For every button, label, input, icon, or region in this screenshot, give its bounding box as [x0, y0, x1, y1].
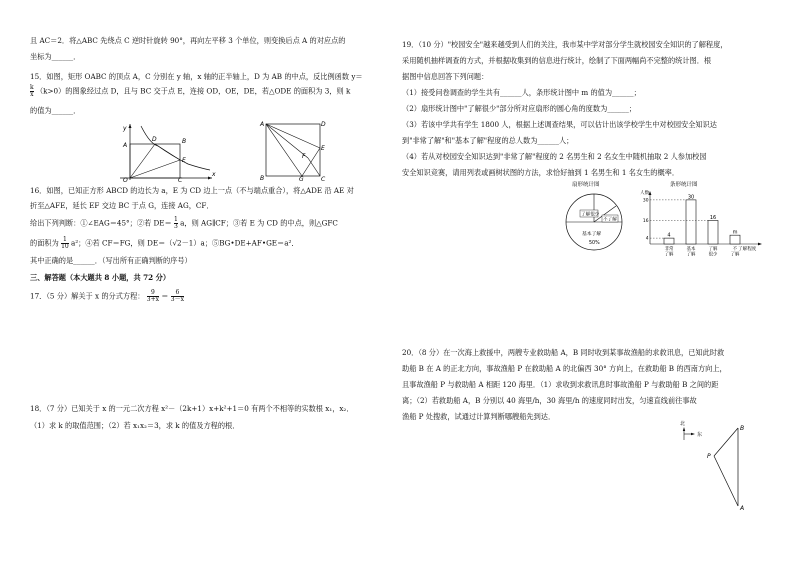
bar-category-label-3-0: 不 [732, 247, 738, 252]
bar-ytick-1: 16 [642, 219, 649, 225]
q14-tail-line-2: 坐标为______． [30, 52, 81, 61]
fig15-label-B: B [182, 138, 187, 145]
compass-north-label: 北 [680, 421, 686, 427]
bar-value-label-0: 4 [667, 232, 671, 239]
q17-line: 17．（5 分）解关于 x 的分式方程： $\frac{9}{3+x}$ ＝ $\frac{6}{3-x}$ [30, 289, 184, 303]
section-3-heading: 三、解答题（本大题共 8 小题，共 72 分） [30, 273, 171, 282]
bar-value-label-3: m [732, 229, 738, 236]
q19-sub-2: （2）扇形统计图中"了解很少"部分所对应扇形的圆心角的度数为______； [402, 104, 637, 113]
fig15-label-y: y [123, 125, 127, 132]
q20-line-1: 20．（8 分）在一次海上救援中，两艘专业救助船 A，B 同时收到某事故渔船的求救讯息，已知此时救 [402, 348, 725, 357]
q18-line-2: （1）求 k 的取值范围；（2）若 x₁x₂＝3，求 k 的值及方程的根． [30, 421, 240, 430]
q15-line-1: 15．如图，矩形 OABC 的顶点 A，C 分别在 y 轴，x 轴的正半轴上，D 为 AB 的中点，反比例函数 y＝ [30, 72, 363, 81]
q19-sub-4b: 安全知识竞赛，请用列表或画树状图的方法，求恰好抽到 1 名男生和 1 名女生的概率． [402, 168, 680, 177]
q16-line-4: 的面积为 $\frac{1}{10}$ a²；④若 CF＝FG，则 DE＝（√2－1）a；⑤BG•DE+AF•GE＝a²． [30, 236, 299, 250]
fig16-label-A: A [260, 121, 265, 128]
q15-line-2: $\frac{k}{x}$ （k>0）的图象经过点 D，且与 BC 交于点 E，连接 OD，OE，DE，若△ODE 的面积为 3，则 k [30, 84, 351, 98]
q19-sub-3a: （3）若该中学共有学生 1800 人，根据上述调查结果，可以估计出该学校学生中对校园安全知识达 [402, 120, 717, 129]
q15-fraction: $\frac{k}{x}$ [30, 84, 34, 98]
q15-line-3: 的值为______． [30, 106, 81, 115]
east-arrow-icon [691, 433, 695, 435]
q19-line-2: 采用随机抽样调查的方式，并根据收集到的信息进行统计，绘制了下面两幅尚不完整的统计图．根 [402, 56, 712, 65]
bar-value-label-2: 16 [709, 214, 717, 221]
pie-label-none: 不了解 [603, 217, 617, 223]
fig20-label-B: B [740, 425, 745, 432]
bar-ylabel: 人数 [640, 191, 650, 196]
bar-category-label-0-0: 非常 [664, 247, 674, 252]
pie-label-basic-pct: 50% [589, 241, 600, 246]
q17-fraction-2: $\frac{6}{3-x}$ [170, 289, 184, 303]
q20-line-4: 离；（2）若救助船 A，B 分别以 40 海里/h，30 海里/h 的速度同时出发，匀速直线前往事故 [402, 396, 697, 405]
fig15-label-E: E [182, 157, 186, 164]
bar-title: 条形统计图 [670, 182, 698, 188]
bar-2 [708, 220, 718, 244]
fig16-label-E: E [321, 145, 325, 152]
bar-value-label-1: 30 [687, 194, 695, 201]
bar-ytick-2: 4 [645, 236, 649, 242]
fig20-label-A: A [740, 505, 745, 512]
bar-category-label-2-1: 很少 [708, 252, 718, 258]
q19-line-3: 据图中信息回答下列问题： [402, 72, 489, 81]
q17-fraction-1: $\frac{9}{3+x}$ [146, 289, 159, 303]
bar-1 [686, 200, 696, 244]
bar-category-label-1-1: 了解 [686, 252, 696, 258]
fig15-label-x: x [212, 171, 216, 178]
q16-line-2: 折至△AFE，延长 EF 交边 BC 于点 G，连接 AG，CF． [30, 201, 214, 210]
bar-category-label-3-1: 了解 [730, 252, 740, 258]
bar-category-label-1-0: 基本 [686, 247, 696, 252]
q18-line-1: 18．（7 分）已知关于 x 的一元二次方程 x²－（2k+1）x+k²+1＝0 有两个不相等的实数根 x₁，x₂． [30, 404, 354, 413]
bar-category-label-2-0: 了解 [708, 247, 718, 252]
fig16-label-D: D [321, 121, 326, 128]
fig20-label-P: P [707, 453, 711, 460]
bar-ytick-0: 30 [642, 198, 649, 204]
q20-line-3: 且事故渔船 P 与救助船 A 相距 120 海里．（1）求收到求救讯息时事故渔船 P 与救助船 B 之间的距 [402, 380, 719, 389]
q19-line-1: 19．（10 分）"校园安全"越来越受到人们的关注，我市某中学对部分学生就校园安全知识的了解程度， [402, 40, 728, 49]
bar-category-label-0-1: 了解 [664, 252, 674, 258]
q20-line-5: 渔船 P 处搜救，试通过计算判断哪艘船先到达． [402, 412, 556, 421]
bar-3 [730, 235, 740, 244]
pie-chart [560, 180, 632, 260]
q15-figure [110, 120, 220, 182]
pie-label-basic: 基本了解 [582, 232, 602, 237]
fig16-label-B: B [260, 175, 265, 182]
q16-line-3: 给出下列判断：①∠EAG＝45°；②若 DE＝ $\frac{1}{3}$ a，则 AG∥CF；③若 E 为 CD 的中点，则△GFC [30, 216, 338, 230]
fig15-label-C: C [178, 177, 183, 182]
q14-tail-line-1: 且 AC＝2．将△ABC 先绕点 C 逆时针旋转 90°，再向左平移 3 个单位，则变换后点 A 的对应点的 [30, 36, 346, 45]
fig15-label-A: A [123, 142, 128, 149]
q19-sub-1: （1）接受问卷调查的学生共有______人，条形统计图中 m 的值为______； [402, 88, 641, 97]
pie-title: 扇形统计图 [572, 182, 600, 188]
q16-line-5: 其中正确的是______．（写出所有正确判断的序号） [30, 256, 192, 265]
north-arrow-icon [683, 427, 685, 431]
q19-sub-4a: （4）若从对校园安全知识达到"非常了解"程度的 2 名男生和 2 名女生中随机抽取 2 人参加校园 [402, 152, 707, 161]
pie-label-little: 了解很少 [581, 212, 600, 218]
q16-fraction-2: $\frac{1}{10}$ [61, 236, 69, 250]
q20-figure [670, 418, 750, 514]
q19-sub-3b: 到"非常了解"和"基本了解"程度的总人数为______人； [402, 136, 574, 145]
fig16-label-C: C [321, 176, 326, 182]
fig16-label-G: G [299, 176, 304, 182]
bar-x-end-label: 了解程度 [738, 247, 757, 252]
bar-0 [664, 238, 674, 244]
q20-line-2: 助船 B 在 A 的正北方向，事故渔船 P 在救助船 A 的北偏西 30° 方向上，在救助船 B 的西南方向上， [402, 364, 727, 373]
q16-figure [258, 118, 330, 182]
q16-line-1: 16．如图，已知正方形 ABCD 的边长为 a，E 为 CD 边上一点（不与端点重合），将△ADE 沿 AE 对 [30, 186, 354, 195]
fig15-label-O: O [123, 177, 128, 182]
q16-fraction-1: $\frac{1}{3}$ [173, 216, 178, 230]
compass-east-label: 东 [697, 432, 703, 438]
bar-chart [640, 180, 770, 260]
fig16-label-F: F [302, 153, 306, 160]
fig15-label-D: D [152, 136, 157, 143]
